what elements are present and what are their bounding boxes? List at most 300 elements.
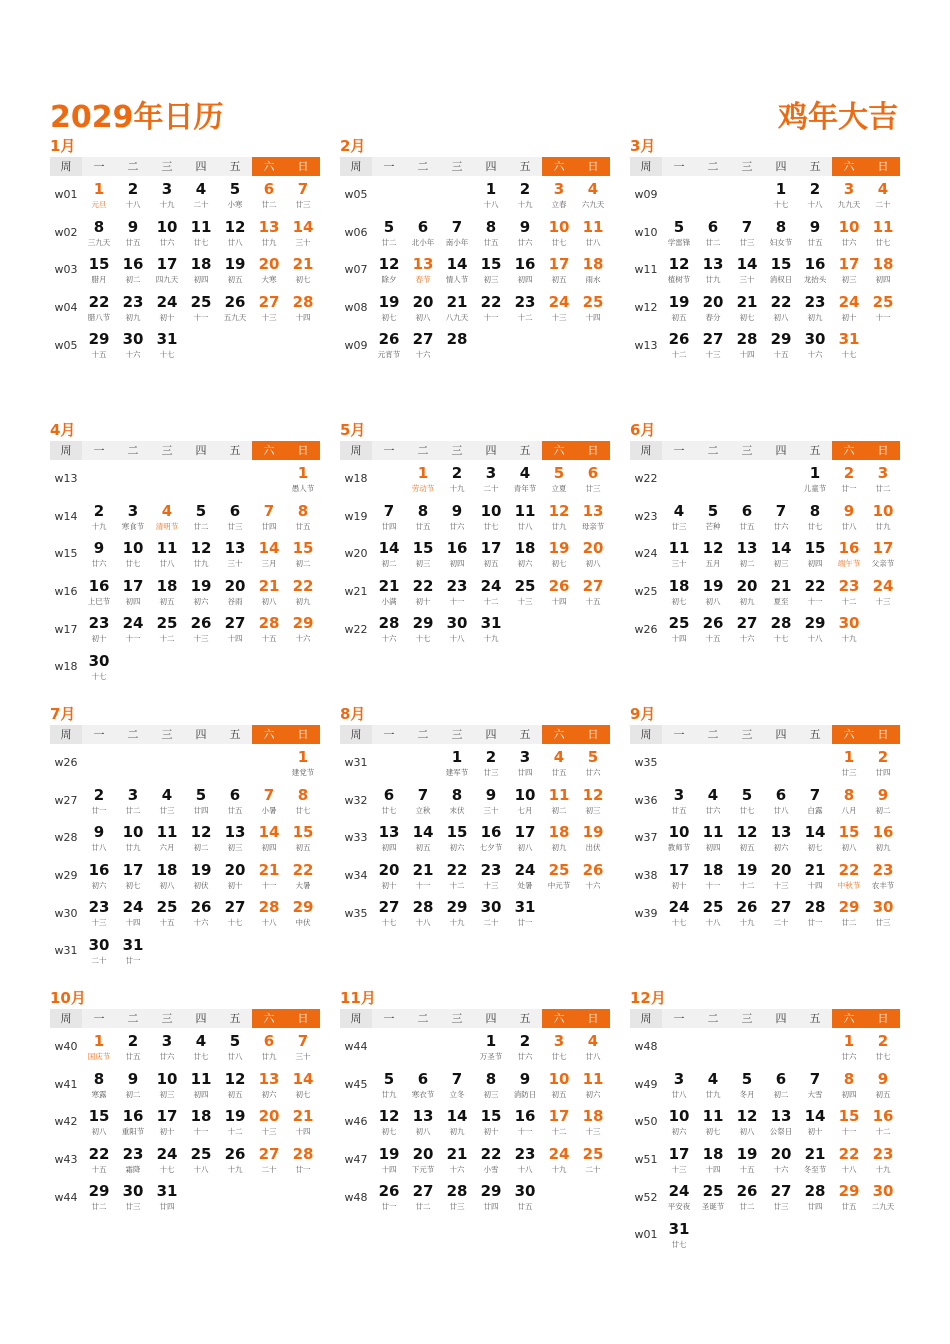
day-cell[interactable]	[372, 894, 406, 932]
day-cell[interactable]	[218, 1103, 252, 1141]
day-cell[interactable]	[82, 1103, 116, 1141]
day-cell[interactable]	[730, 1066, 764, 1104]
day-cell[interactable]	[218, 498, 252, 536]
day-cell[interactable]	[286, 819, 320, 857]
day-cell[interactable]	[150, 894, 184, 932]
day-cell[interactable]	[150, 819, 184, 857]
day-cell[interactable]	[764, 1066, 798, 1104]
day-cell[interactable]	[866, 1028, 900, 1066]
day-cell[interactable]	[252, 1141, 286, 1179]
day-cell[interactable]	[116, 289, 150, 327]
day-cell[interactable]	[218, 176, 252, 214]
day-cell[interactable]	[286, 1103, 320, 1141]
day-cell[interactable]	[184, 535, 218, 573]
day-cell[interactable]	[218, 819, 252, 857]
day-cell[interactable]	[150, 1066, 184, 1104]
day-cell[interactable]	[474, 176, 508, 214]
day-cell[interactable]	[372, 498, 406, 536]
day-cell[interactable]	[218, 857, 252, 895]
day-cell[interactable]	[440, 1066, 474, 1104]
day-cell[interactable]	[866, 1103, 900, 1141]
day-cell[interactable]	[798, 535, 832, 573]
day-cell[interactable]	[508, 1066, 542, 1104]
day-cell[interactable]	[218, 535, 252, 573]
day-cell[interactable]	[286, 251, 320, 289]
day-cell[interactable]	[474, 289, 508, 327]
day-cell[interactable]	[866, 535, 900, 573]
day-cell[interactable]	[252, 1028, 286, 1066]
day-cell[interactable]	[474, 610, 508, 648]
day-cell[interactable]	[866, 819, 900, 857]
day-cell[interactable]	[866, 460, 900, 498]
day-cell[interactable]	[474, 819, 508, 857]
day-cell[interactable]	[662, 894, 696, 932]
day-cell[interactable]	[474, 460, 508, 498]
day-cell[interactable]	[252, 289, 286, 327]
day-cell[interactable]	[406, 894, 440, 932]
day-cell[interactable]	[372, 214, 406, 252]
day-cell[interactable]	[372, 573, 406, 611]
day-cell[interactable]	[116, 1066, 150, 1104]
day-cell[interactable]	[730, 535, 764, 573]
day-cell[interactable]	[286, 289, 320, 327]
day-cell[interactable]	[252, 251, 286, 289]
day-cell[interactable]	[542, 214, 576, 252]
day-cell[interactable]	[764, 251, 798, 289]
day-cell[interactable]	[696, 289, 730, 327]
day-cell[interactable]	[440, 744, 474, 782]
day-cell[interactable]	[866, 1141, 900, 1179]
day-cell[interactable]	[764, 819, 798, 857]
day-cell[interactable]	[798, 857, 832, 895]
day-cell[interactable]	[474, 744, 508, 782]
day-cell[interactable]	[866, 857, 900, 895]
day-cell[interactable]	[184, 573, 218, 611]
day-cell[interactable]	[798, 573, 832, 611]
day-cell[interactable]	[662, 535, 696, 573]
day-cell[interactable]	[508, 460, 542, 498]
day-cell[interactable]	[286, 573, 320, 611]
day-cell[interactable]	[730, 782, 764, 820]
day-cell[interactable]	[542, 535, 576, 573]
day-cell[interactable]	[372, 782, 406, 820]
day-cell[interactable]	[696, 1103, 730, 1141]
day-cell[interactable]	[832, 535, 866, 573]
day-cell[interactable]	[252, 176, 286, 214]
day-cell[interactable]	[286, 610, 320, 648]
day-cell[interactable]	[832, 857, 866, 895]
day-cell[interactable]	[764, 176, 798, 214]
day-cell[interactable]	[576, 289, 610, 327]
day-cell[interactable]	[764, 782, 798, 820]
day-cell[interactable]	[576, 782, 610, 820]
day-cell[interactable]	[832, 610, 866, 648]
day-cell[interactable]	[696, 1178, 730, 1216]
day-cell[interactable]	[286, 1066, 320, 1104]
day-cell[interactable]	[150, 535, 184, 573]
day-cell[interactable]	[82, 782, 116, 820]
day-cell[interactable]	[82, 573, 116, 611]
day-cell[interactable]	[866, 782, 900, 820]
day-cell[interactable]	[696, 251, 730, 289]
day-cell[interactable]	[866, 1066, 900, 1104]
day-cell[interactable]	[474, 251, 508, 289]
day-cell[interactable]	[730, 1103, 764, 1141]
day-cell[interactable]	[474, 782, 508, 820]
day-cell[interactable]	[184, 1103, 218, 1141]
day-cell[interactable]	[406, 573, 440, 611]
day-cell[interactable]	[252, 610, 286, 648]
day-cell[interactable]	[406, 289, 440, 327]
day-cell[interactable]	[696, 782, 730, 820]
day-cell[interactable]	[764, 289, 798, 327]
day-cell[interactable]	[218, 894, 252, 932]
day-cell[interactable]	[474, 535, 508, 573]
day-cell[interactable]	[832, 214, 866, 252]
day-cell[interactable]	[372, 1103, 406, 1141]
day-cell[interactable]	[218, 214, 252, 252]
day-cell[interactable]	[150, 176, 184, 214]
day-cell[interactable]	[440, 214, 474, 252]
day-cell[interactable]	[508, 573, 542, 611]
day-cell[interactable]	[440, 857, 474, 895]
day-cell[interactable]	[662, 498, 696, 536]
day-cell[interactable]	[406, 819, 440, 857]
day-cell[interactable]	[286, 460, 320, 498]
day-cell[interactable]	[798, 1103, 832, 1141]
day-cell[interactable]	[116, 1141, 150, 1179]
day-cell[interactable]	[150, 1103, 184, 1141]
day-cell[interactable]	[116, 176, 150, 214]
day-cell[interactable]	[730, 214, 764, 252]
day-cell[interactable]	[542, 1141, 576, 1179]
day-cell[interactable]	[832, 460, 866, 498]
day-cell[interactable]	[696, 326, 730, 364]
day-cell[interactable]	[696, 498, 730, 536]
day-cell[interactable]	[82, 894, 116, 932]
day-cell[interactable]	[82, 819, 116, 857]
day-cell[interactable]	[662, 782, 696, 820]
day-cell[interactable]	[662, 1103, 696, 1141]
day-cell[interactable]	[866, 289, 900, 327]
day-cell[interactable]	[798, 214, 832, 252]
day-cell[interactable]	[542, 1028, 576, 1066]
day-cell[interactable]	[662, 251, 696, 289]
day-cell[interactable]	[440, 573, 474, 611]
day-cell[interactable]	[116, 535, 150, 573]
day-cell[interactable]	[764, 326, 798, 364]
day-cell[interactable]	[218, 251, 252, 289]
day-cell[interactable]	[576, 498, 610, 536]
day-cell[interactable]	[116, 214, 150, 252]
day-cell[interactable]	[440, 819, 474, 857]
day-cell[interactable]	[218, 1066, 252, 1104]
day-cell[interactable]	[440, 251, 474, 289]
day-cell[interactable]	[696, 857, 730, 895]
day-cell[interactable]	[372, 251, 406, 289]
day-cell[interactable]	[82, 326, 116, 364]
day-cell[interactable]	[116, 1103, 150, 1141]
day-cell[interactable]	[508, 1141, 542, 1179]
day-cell[interactable]	[372, 326, 406, 364]
day-cell[interactable]	[662, 1066, 696, 1104]
day-cell[interactable]	[866, 744, 900, 782]
day-cell[interactable]	[508, 857, 542, 895]
day-cell[interactable]	[440, 1141, 474, 1179]
day-cell[interactable]	[542, 573, 576, 611]
day-cell[interactable]	[730, 326, 764, 364]
day-cell[interactable]	[184, 819, 218, 857]
day-cell[interactable]	[184, 214, 218, 252]
day-cell[interactable]	[252, 498, 286, 536]
day-cell[interactable]	[798, 460, 832, 498]
day-cell[interactable]	[218, 610, 252, 648]
day-cell[interactable]	[832, 894, 866, 932]
day-cell[interactable]	[440, 326, 474, 364]
day-cell[interactable]	[508, 535, 542, 573]
day-cell[interactable]	[474, 894, 508, 932]
day-cell[interactable]	[218, 782, 252, 820]
day-cell[interactable]	[542, 1066, 576, 1104]
day-cell[interactable]	[184, 894, 218, 932]
day-cell[interactable]	[764, 1103, 798, 1141]
day-cell[interactable]	[730, 819, 764, 857]
day-cell[interactable]	[508, 289, 542, 327]
day-cell[interactable]	[730, 573, 764, 611]
day-cell[interactable]	[150, 251, 184, 289]
day-cell[interactable]	[218, 1028, 252, 1066]
day-cell[interactable]	[832, 1028, 866, 1066]
day-cell[interactable]	[576, 1028, 610, 1066]
day-cell[interactable]	[252, 819, 286, 857]
day-cell[interactable]	[150, 326, 184, 364]
day-cell[interactable]	[286, 894, 320, 932]
day-cell[interactable]	[372, 535, 406, 573]
day-cell[interactable]	[542, 857, 576, 895]
day-cell[interactable]	[576, 1066, 610, 1104]
day-cell[interactable]	[832, 251, 866, 289]
day-cell[interactable]	[252, 535, 286, 573]
day-cell[interactable]	[406, 782, 440, 820]
day-cell[interactable]	[116, 1178, 150, 1216]
day-cell[interactable]	[286, 535, 320, 573]
day-cell[interactable]	[82, 176, 116, 214]
day-cell[interactable]	[542, 744, 576, 782]
day-cell[interactable]	[82, 214, 116, 252]
day-cell[interactable]	[542, 1103, 576, 1141]
day-cell[interactable]	[764, 1178, 798, 1216]
day-cell[interactable]	[508, 251, 542, 289]
day-cell[interactable]	[832, 1066, 866, 1104]
day-cell[interactable]	[116, 573, 150, 611]
day-cell[interactable]	[82, 857, 116, 895]
day-cell[interactable]	[184, 176, 218, 214]
day-cell[interactable]	[406, 1066, 440, 1104]
day-cell[interactable]	[798, 894, 832, 932]
day-cell[interactable]	[82, 1066, 116, 1104]
day-cell[interactable]	[406, 1141, 440, 1179]
day-cell[interactable]	[184, 1141, 218, 1179]
day-cell[interactable]	[508, 819, 542, 857]
day-cell[interactable]	[406, 326, 440, 364]
day-cell[interactable]	[440, 894, 474, 932]
day-cell[interactable]	[662, 573, 696, 611]
day-cell[interactable]	[116, 1028, 150, 1066]
day-cell[interactable]	[286, 176, 320, 214]
day-cell[interactable]	[116, 326, 150, 364]
day-cell[interactable]	[576, 573, 610, 611]
day-cell[interactable]	[218, 289, 252, 327]
day-cell[interactable]	[286, 857, 320, 895]
day-cell[interactable]	[474, 1066, 508, 1104]
day-cell[interactable]	[440, 782, 474, 820]
day-cell[interactable]	[696, 610, 730, 648]
day-cell[interactable]	[764, 1141, 798, 1179]
day-cell[interactable]	[662, 1216, 696, 1254]
day-cell[interactable]	[440, 1178, 474, 1216]
day-cell[interactable]	[696, 1066, 730, 1104]
day-cell[interactable]	[832, 1103, 866, 1141]
day-cell[interactable]	[82, 535, 116, 573]
day-cell[interactable]	[406, 460, 440, 498]
day-cell[interactable]	[252, 782, 286, 820]
day-cell[interactable]	[866, 214, 900, 252]
day-cell[interactable]	[184, 498, 218, 536]
day-cell[interactable]	[508, 894, 542, 932]
day-cell[interactable]	[832, 782, 866, 820]
day-cell[interactable]	[184, 1028, 218, 1066]
day-cell[interactable]	[764, 573, 798, 611]
day-cell[interactable]	[542, 782, 576, 820]
day-cell[interactable]	[832, 819, 866, 857]
day-cell[interactable]	[406, 610, 440, 648]
day-cell[interactable]	[474, 1103, 508, 1141]
day-cell[interactable]	[474, 214, 508, 252]
day-cell[interactable]	[798, 326, 832, 364]
day-cell[interactable]	[508, 1028, 542, 1066]
day-cell[interactable]	[286, 744, 320, 782]
day-cell[interactable]	[372, 289, 406, 327]
day-cell[interactable]	[474, 573, 508, 611]
day-cell[interactable]	[730, 1141, 764, 1179]
day-cell[interactable]	[576, 176, 610, 214]
day-cell[interactable]	[372, 1066, 406, 1104]
day-cell[interactable]	[372, 1141, 406, 1179]
day-cell[interactable]	[184, 289, 218, 327]
day-cell[interactable]	[764, 857, 798, 895]
day-cell[interactable]	[82, 251, 116, 289]
day-cell[interactable]	[286, 1028, 320, 1066]
day-cell[interactable]	[542, 289, 576, 327]
day-cell[interactable]	[798, 610, 832, 648]
day-cell[interactable]	[252, 214, 286, 252]
day-cell[interactable]	[150, 289, 184, 327]
day-cell[interactable]	[406, 1178, 440, 1216]
day-cell[interactable]	[508, 782, 542, 820]
day-cell[interactable]	[252, 573, 286, 611]
day-cell[interactable]	[832, 1141, 866, 1179]
day-cell[interactable]	[150, 610, 184, 648]
day-cell[interactable]	[832, 326, 866, 364]
day-cell[interactable]	[150, 857, 184, 895]
day-cell[interactable]	[542, 819, 576, 857]
day-cell[interactable]	[286, 214, 320, 252]
day-cell[interactable]	[406, 1103, 440, 1141]
day-cell[interactable]	[730, 610, 764, 648]
day-cell[interactable]	[798, 1066, 832, 1104]
day-cell[interactable]	[116, 782, 150, 820]
day-cell[interactable]	[832, 176, 866, 214]
day-cell[interactable]	[116, 894, 150, 932]
day-cell[interactable]	[184, 782, 218, 820]
day-cell[interactable]	[798, 819, 832, 857]
day-cell[interactable]	[662, 1141, 696, 1179]
day-cell[interactable]	[474, 1178, 508, 1216]
day-cell[interactable]	[508, 1103, 542, 1141]
day-cell[interactable]	[372, 819, 406, 857]
day-cell[interactable]	[542, 251, 576, 289]
day-cell[interactable]	[576, 460, 610, 498]
day-cell[interactable]	[82, 1178, 116, 1216]
day-cell[interactable]	[116, 857, 150, 895]
day-cell[interactable]	[508, 214, 542, 252]
day-cell[interactable]	[474, 498, 508, 536]
day-cell[interactable]	[696, 1141, 730, 1179]
day-cell[interactable]	[798, 251, 832, 289]
day-cell[interactable]	[576, 744, 610, 782]
day-cell[interactable]	[440, 289, 474, 327]
day-cell[interactable]	[798, 289, 832, 327]
day-cell[interactable]	[440, 460, 474, 498]
day-cell[interactable]	[542, 498, 576, 536]
day-cell[interactable]	[696, 214, 730, 252]
day-cell[interactable]	[116, 610, 150, 648]
day-cell[interactable]	[832, 1178, 866, 1216]
day-cell[interactable]	[696, 819, 730, 857]
day-cell[interactable]	[764, 894, 798, 932]
day-cell[interactable]	[576, 857, 610, 895]
day-cell[interactable]	[150, 214, 184, 252]
day-cell[interactable]	[662, 819, 696, 857]
day-cell[interactable]	[866, 1178, 900, 1216]
day-cell[interactable]	[798, 782, 832, 820]
day-cell[interactable]	[576, 251, 610, 289]
day-cell[interactable]	[82, 498, 116, 536]
day-cell[interactable]	[252, 1066, 286, 1104]
day-cell[interactable]	[406, 214, 440, 252]
day-cell[interactable]	[764, 214, 798, 252]
day-cell[interactable]	[542, 176, 576, 214]
day-cell[interactable]	[474, 1028, 508, 1066]
day-cell[interactable]	[218, 573, 252, 611]
day-cell[interactable]	[832, 498, 866, 536]
day-cell[interactable]	[150, 1028, 184, 1066]
day-cell[interactable]	[662, 326, 696, 364]
day-cell[interactable]	[440, 498, 474, 536]
day-cell[interactable]	[116, 932, 150, 970]
day-cell[interactable]	[508, 1178, 542, 1216]
day-cell[interactable]	[474, 1141, 508, 1179]
day-cell[interactable]	[662, 857, 696, 895]
day-cell[interactable]	[252, 1103, 286, 1141]
day-cell[interactable]	[372, 1178, 406, 1216]
day-cell[interactable]	[286, 1141, 320, 1179]
day-cell[interactable]	[730, 498, 764, 536]
day-cell[interactable]	[372, 610, 406, 648]
day-cell[interactable]	[662, 610, 696, 648]
day-cell[interactable]	[696, 535, 730, 573]
day-cell[interactable]	[662, 1178, 696, 1216]
